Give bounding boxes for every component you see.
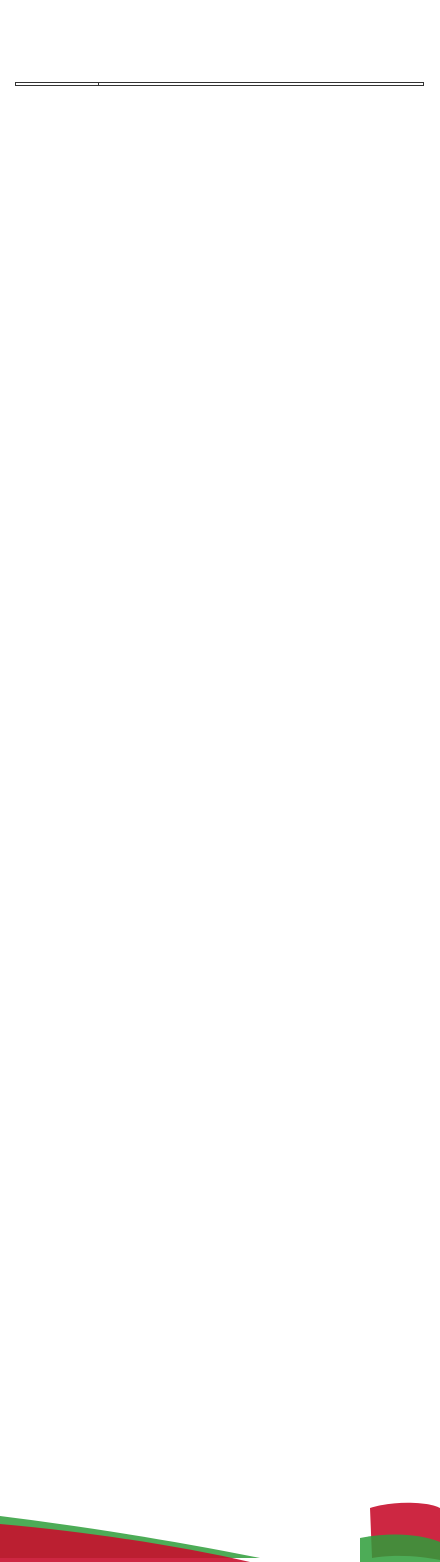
table-header-row — [16, 83, 424, 86]
footer-banner — [0, 1498, 440, 1562]
header-province — [16, 83, 99, 86]
header-cities — [99, 83, 424, 86]
footer-swoosh-graphic — [0, 1498, 440, 1562]
city-table — [15, 82, 424, 86]
